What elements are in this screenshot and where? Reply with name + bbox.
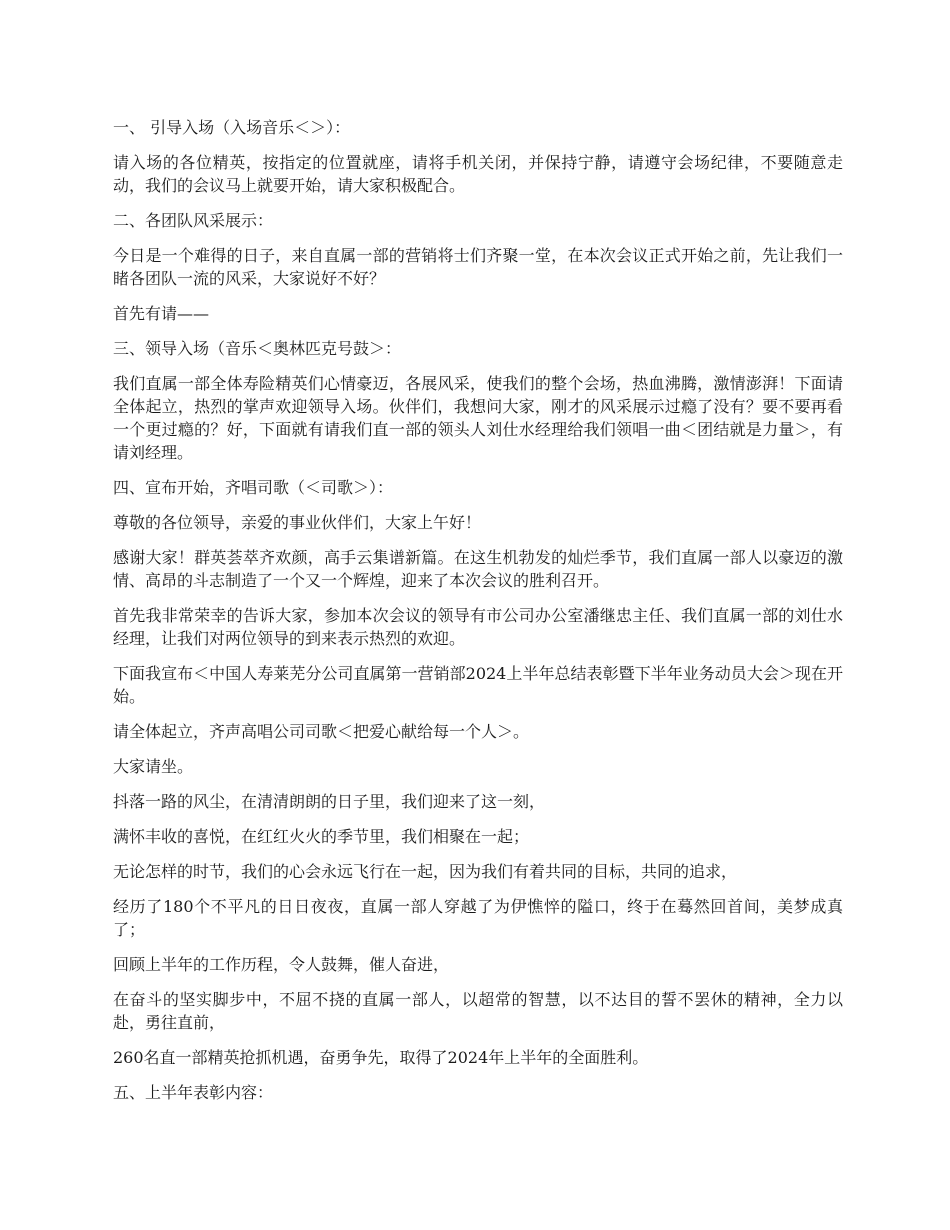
paragraph: 我们直属一部全体寿险精英们心情豪迈，各展风采，使我们的整个会场，热血沸腾，激情澎湃！下面请全体起立，热烈的掌声欢迎领导入场。伙伴们，我想问大家，刚才的风采展示过瘾了没有？要不要再看一个更过瘾的？好，下面就有请我们直一部的领头人刘仕水经理给我们领唱一曲＜团结就是力量＞，有请刘经理。 <box>113 374 843 462</box>
paragraph: 今日是一个难得的日子，来自直属一部的营销将士们齐聚一堂，在本次会议正式开始之前，先让我们一睹各团队一流的风采，大家说好不好？ <box>113 246 843 288</box>
paragraph: 260名直一部精英抢抓机遇，奋勇争先，取得了2024年上半年的全面胜利。 <box>113 1048 649 1067</box>
document-page <box>113 116 843 1116</box>
paragraph: 首先我非常荣幸的告诉大家，参加本次会议的领导有市公司办公室潘继忠主任、我们直属一部的刘仕水经理，让我们对两位领导的到来表示热烈的欢迎。 <box>113 606 843 648</box>
section-heading-1: 一、 引导入场（入场音乐＜＞）： <box>113 118 351 137</box>
paragraph: 满怀丰收的喜悦，在红红火火的季节里，我们相聚在一起； <box>113 827 530 846</box>
paragraph: 首先有请—— <box>113 304 210 323</box>
paragraph: 无论怎样的时节，我们的心会永远飞行在一起，因为我们有着共同的目标，共同的追求， <box>113 862 738 881</box>
paragraph: 抖落一路的风尘，在清清朗朗的日子里，我们迎来了这一刻， <box>113 792 546 811</box>
paragraph: 经历了180个不平凡的日日夜夜，直属一部人穿越了为伊憔悴的隘口，终于在蓦然回首间，美梦成真了； <box>113 897 843 939</box>
paragraph: 在奋斗的坚实脚步中，不屈不挠的直属一部人，以超常的智慧，以不达目的誓不罢休的精神，全力以赴，勇往直前， <box>113 990 843 1032</box>
section-heading-4: 四、宣布开始，齐唱司歌（＜司歌＞）： <box>113 478 394 497</box>
section-heading-5: 五、上半年表彰内容： <box>113 1083 274 1102</box>
paragraph: 大家请坐。 <box>113 757 194 776</box>
section-heading-3: 三、领导入场（音乐＜奥林匹克号鼓＞： <box>113 339 402 358</box>
paragraph: 尊敬的各位领导，亲爱的事业伙伴们，大家上午好！ <box>113 513 482 532</box>
paragraph: 下面我宣布＜中国人寿莱芜分公司直属第一营销部2024上半年总结表彰暨下半年业务动员大会＞现在开始。 <box>113 664 843 706</box>
paragraph: 回顾上半年的工作历程，令人鼓舞，催人奋进， <box>113 955 450 974</box>
paragraph: 请全体起立，齐声高唱公司司歌＜把爱心献给每一个人＞。 <box>113 722 530 741</box>
paragraph: 请入场的各位精英，按指定的位置就座，请将手机关闭，并保持宁静，请遵守会场纪律，不要随意走动，我们的会议马上就要开始，请大家积极配合。 <box>113 153 843 195</box>
paragraph: 感谢大家！群英荟萃齐欢颜，高手云集谱新篇。在这生机勃发的灿烂季节，我们直属一部人以豪迈的激情、高昂的斗志制造了一个又一个辉煌，迎来了本次会议的胜利召开。 <box>113 548 843 590</box>
section-heading-2: 二、各团队风采展示： <box>113 211 274 230</box>
